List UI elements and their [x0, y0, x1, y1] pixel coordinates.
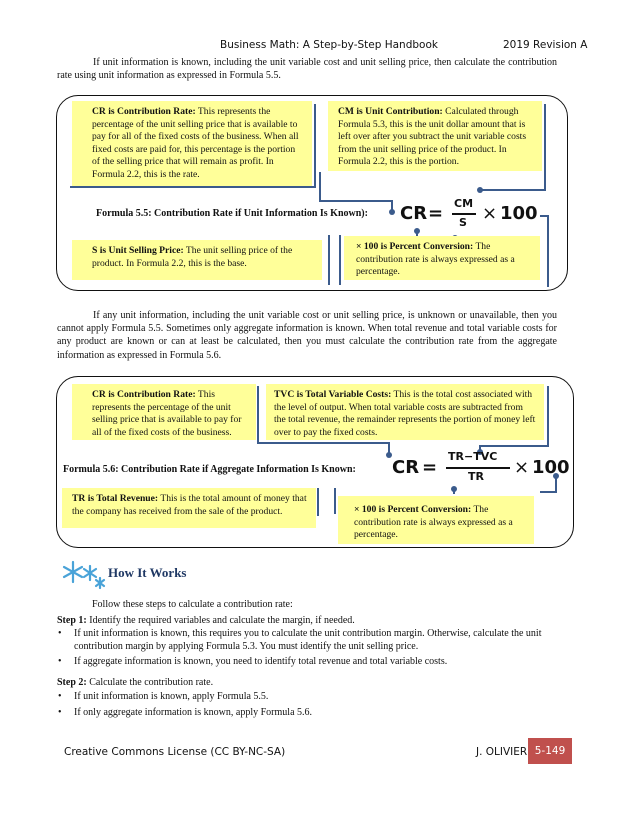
running-header-revision: 2019 Revision A: [503, 39, 588, 51]
eq-lhs: CR: [400, 203, 428, 224]
eq-hundred: 100: [500, 203, 538, 224]
step-1: [57, 614, 355, 627]
eq-denominator: S: [459, 216, 467, 229]
bullet-icon: •: [58, 691, 62, 702]
step-2-text: Calculate the contribution rate.: [89, 677, 214, 688]
callout-term: CR is Contribution Rate:: [92, 389, 196, 400]
callout-desc: This represents the percentage of the unit selling price that is available to pay for all of the fixed costs of the business. When all fixed costs are paid for, this percentage is the portion of the selling price that will remain as profit. In Formula 2.2, this is the rate.: [92, 106, 299, 180]
eq-equals: =: [422, 457, 438, 478]
eq-denominator: TR: [468, 470, 484, 483]
page-number: 5-149: [534, 745, 566, 757]
callout-desc: The unit selling price of the product. In Formula 2.2, this is the base.: [92, 245, 293, 269]
callout-term: S is Unit Selling Price:: [92, 245, 184, 256]
eq-lhs: CR: [392, 457, 420, 478]
eq-numerator: CM: [454, 197, 474, 210]
eq-numerator: TR−TVC: [448, 450, 498, 463]
step-2-label: Step 2:: [57, 677, 87, 688]
fraction-bar: [446, 467, 510, 469]
step-2-bullet-2: • If only aggregate information is known, apply Formula 5.6.: [58, 707, 313, 718]
how-it-works-lead: Follow these steps to calculate a contribution rate:: [92, 599, 293, 610]
formula-5-6-equation: [390, 449, 575, 491]
callout-tr-5-6: [62, 488, 316, 528]
callout-term: × 100 is Percent Conversion:: [356, 241, 474, 252]
callout-term: CR is Contribution Rate:: [92, 106, 196, 117]
callout-desc: The contribution rate is always expressed as a percentage.: [356, 241, 515, 278]
callout-desc: This is the total amount of money that the company has received from the sale of the product.: [72, 493, 307, 517]
callout-desc: This is the total cost associated with the level of output. When total variable costs are subtracted from the total revenue, the remainder represents the portion of money left over to pay the fixed costs.: [274, 389, 536, 438]
callout-desc: Calculated through Formula 5.3, this is the unit dollar amount that is left over after you subtract the unit variable costs from the unit selling price of the product. In Formula 2.2, this is the portion.: [338, 106, 527, 168]
step-1-text: Identify the required variables and calculate the margin, if needed.: [89, 615, 355, 626]
eq-times: ×: [482, 203, 498, 224]
eq-equals: =: [428, 203, 444, 224]
intro-paragraph-1: If unit information is known, including the unit variable cost and unit selling price, then calculate the contribution rate using unit information as expressed in Formula 5.5.: [57, 57, 557, 82]
intro-paragraph-2: If any unit information, including the unit variable cost or unit selling price, is unknown or unavailable, then you cannot apply Formula 5.5. Sometimes only aggregate information is known. When total revenue and total variable costs for any product are known or can at least be calculated, then you must calculate the contribution rate from the aggregate information as expressed in Formula 5.6.: [57, 310, 557, 361]
page-number-badge: [528, 738, 572, 764]
step-1-label: Step 1:: [57, 615, 87, 626]
eq-hundred: 100: [532, 457, 570, 478]
callout-term: TVC is Total Variable Costs:: [274, 389, 392, 400]
callout-term: × 100 is Percent Conversion:: [354, 504, 472, 515]
callout-desc: This represents the percentage of the unit selling price that is available to pay for all of the fixed costs of the business.: [92, 389, 242, 438]
bullet-icon: •: [58, 628, 62, 639]
how-it-works-heading: How It Works: [108, 565, 187, 580]
formula-5-5-label: Formula 5.5: Contribution Rate if Unit Information Is Known):: [96, 208, 368, 219]
callout-desc: The contribution rate is always expressed as a percentage.: [354, 504, 513, 541]
bullet-icon: •: [58, 656, 62, 667]
bullet-icon: •: [58, 707, 62, 718]
step-1-bullet-2: • If aggregate information is known, you need to identify total revenue and total variable costs.: [58, 656, 448, 667]
callout-percent-5-6: [338, 496, 534, 544]
snowflake-icon: [60, 558, 106, 590]
running-header-title: Business Math: A Step-by-Step Handbook: [220, 39, 438, 51]
step-2: [57, 676, 213, 689]
step-1-bullet-1: • If unit information is known, this requires you to calculate the unit contribution margin. Otherwise, calculate the unit contribution margin by applying Formula 5.3. You must identify the unit selling price.: [58, 628, 542, 652]
eq-times: ×: [514, 457, 530, 478]
footer-license: Creative Commons License (CC BY-NC-SA): [64, 746, 286, 758]
formula-5-6-label: Formula 5.6: Contribution Rate if Aggregate Information Is Known:: [63, 464, 356, 475]
footer-author: J. OLIVIER: [476, 746, 528, 758]
callout-term: TR is Total Revenue:: [72, 493, 159, 504]
step-2-bullet-1: • If unit information is known, apply Formula 5.5.: [58, 691, 269, 702]
callout-term: CM is Unit Contribution:: [338, 106, 443, 117]
